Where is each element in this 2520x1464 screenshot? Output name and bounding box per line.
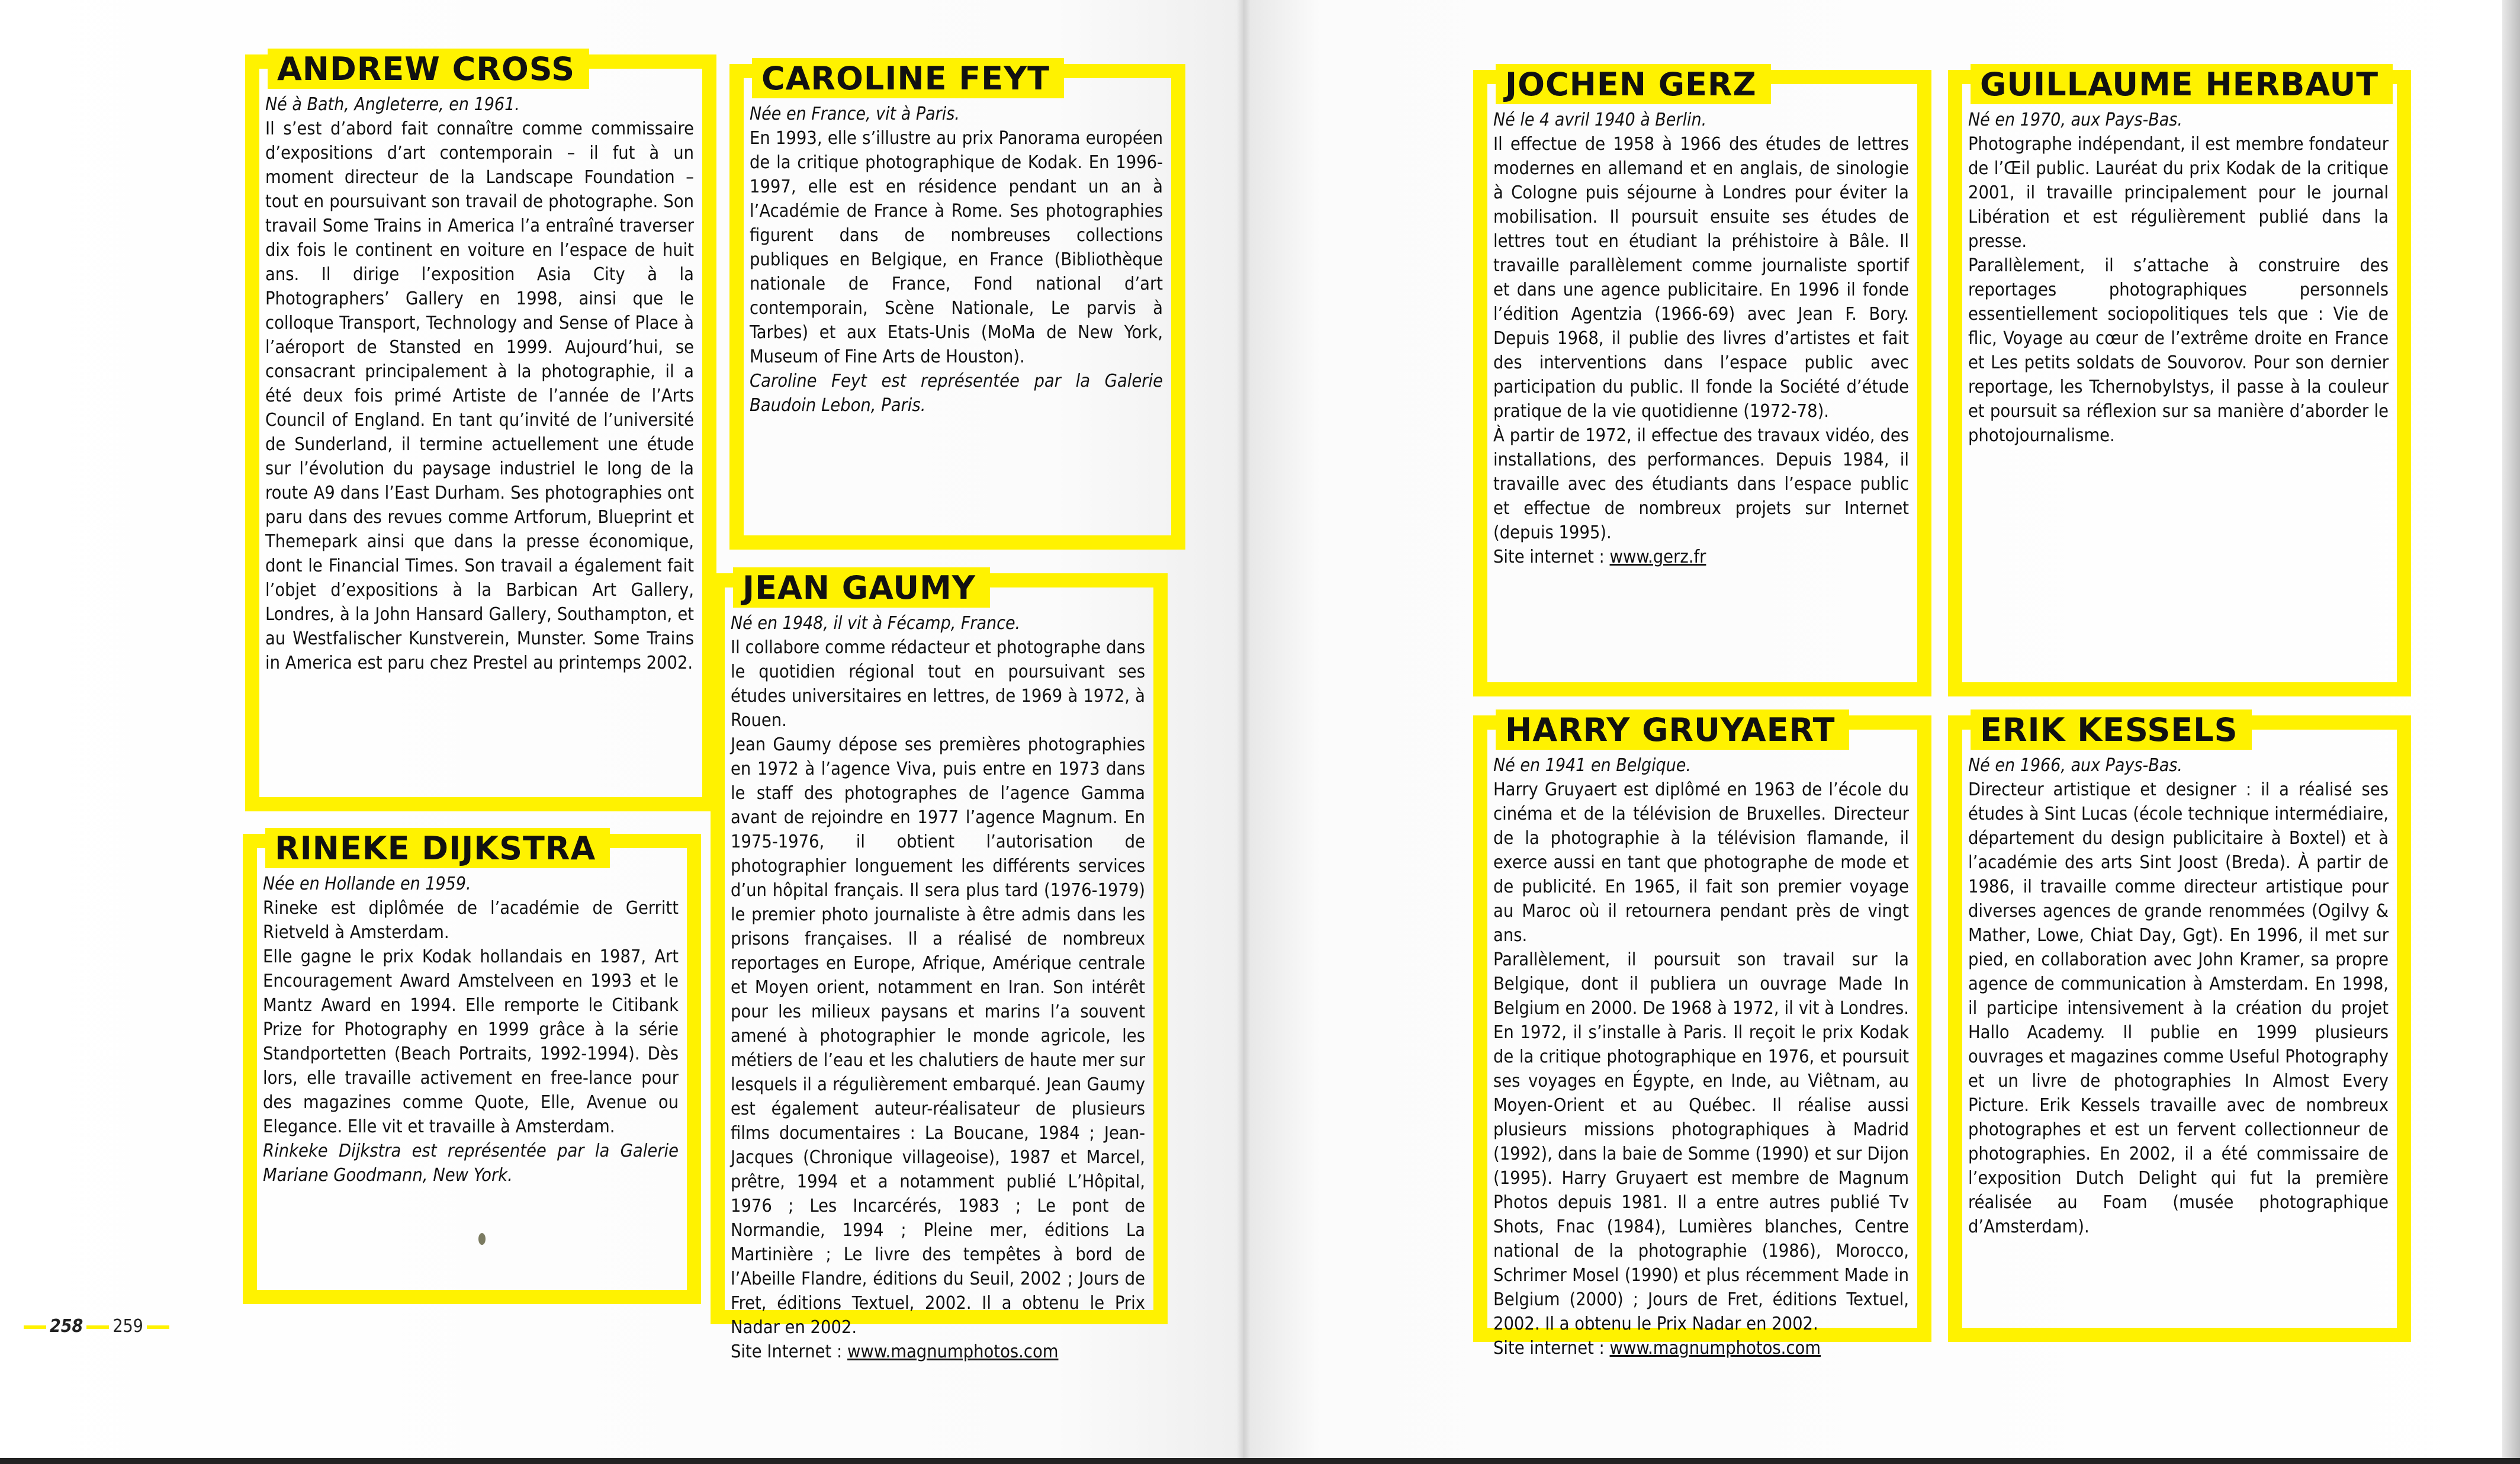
card-body xyxy=(750,102,1163,418)
bio-text: Elle gagne le prix Kodak hollandais en 1987, Art Encouragement Award Amstelveen en 1993 et le Mantz Award en 1994. Elle remporte le Citibank Prize for Photography en 1999 grâce à la série Standportetten (Beach Portraits, 1992-1994). Dès lors, elle travaille activement en free-lance pour des magazines comme Quote, Elle, Avenue ou Elegance. Elle vit et travaille à Amsterdam. xyxy=(263,946,679,1137)
card-body xyxy=(1968,108,2389,448)
card-title: RINEKE DIJKSTRA xyxy=(265,828,610,868)
bio-card-rineke-dijkstra xyxy=(243,830,701,1304)
card-title: HARRY GRUYAERT xyxy=(1496,709,1849,750)
bio-card-guillaume-herbaut xyxy=(1948,66,2411,696)
bio-site xyxy=(1493,1336,1909,1360)
bio-meta: Né à Bath, Angleterre, en 1961. xyxy=(265,94,520,115)
bio-text: En 1993, elle s’illustre au prix Panorama européen de la critique photographique de Kodak. En 1996-1997, elle est en résidence pendant un an à l’Académie de France à Rome. Ses photographies figurent dans de nombreuses collections publiques en Belgique, en France (Bibliothèque nationale de France, Fond national d’art contemporain, Scène Nationale, Le parvis à Tarbes) et aux Etats-Unis (MoMa de New York, Museum of Fine Arts de Houston). xyxy=(750,128,1163,367)
bio-note: Rinkeke Dijkstra est représentée par la Galerie Mariane Goodmann, New York. xyxy=(263,1141,679,1186)
bio-text: Parallèlement, il poursuit son travail sur la Belgique, dont il publiera un ouvrage Made In Belgium en 2000. De 1968 à 1972, il vit à Londres. En 1972, il s’installe à Paris. Il reçoit le prix Kodak de la critique photographique en 1976, et poursuit ses voyages en Égypte, en Inde, au Viêtnam, au Moyen-Orient et au Québec. Il réalise aussi plusieurs missions photographiques à Madrid (1992), dans la baie de Somme (1990) et sur Dijon (1995). Harry Gruyaert est membre de Magnum Photos depuis 1981. Il a entre autres publié Tv Shots, Fnac (1984), Lumières blanches, Centre national de la photographie (1986), Morocco, Schrimer Mosel (1990) et plus récemment Made in Belgium (2000) ; Jours de Fret, éditions Textuel, 2002. Il a obtenu le Prix Nadar en 2002. xyxy=(1493,949,1909,1334)
paper-stain xyxy=(478,1233,486,1245)
folio-dash xyxy=(86,1325,109,1329)
site-label: Site Internet : xyxy=(731,1341,847,1362)
card-title: CAROLINE FEYT xyxy=(752,58,1064,98)
card-title: ERIK KESSELS xyxy=(1971,709,2252,750)
card-body xyxy=(265,92,694,675)
card-title: JOCHEN GERZ xyxy=(1496,64,1771,104)
card-title: GUILLAUME HERBAUT xyxy=(1971,64,2393,104)
bio-note: Caroline Feyt est représentée par la Galerie Baudoin Lebon, Paris. xyxy=(750,371,1163,416)
site-label: Site internet : xyxy=(1493,1338,1610,1359)
page-edge xyxy=(2502,0,2520,1464)
bio-text: Directeur artistique et designer : il a réalisé ses études à Sint Lucas (école technique intermédiaire, département du design publicitaire à Boxtel) et à l’académie des arts Sint Joost (Breda). À partir de 1986, il travaille comme directeur artistique pour diverses agences de grande renommées (Ogilvy & Mather, Lowe, Chiat Day, Ggt). En 1996, il met sur pied, en collaboration avec John Kramer, sa propre agence de communication à Amsterdam. En 1998, il participe intensivement à la création du projet Hallo Academy. Il publie en 1999 plusieurs ouvrages et magazines comme Useful Photography et un livre de photographies In Almost Every Picture. Erik Kessels travaille avec de nombreux photographes et est un fervent collectionneur de photographies. En 2002, il a été commissaire de l’exposition Dutch Delight qui fut la première réalisée au Foam (musée photographique d’Amsterdam). xyxy=(1968,779,2389,1237)
card-title: ANDREW CROSS xyxy=(268,49,589,89)
card-body xyxy=(731,611,1145,1364)
bio-meta: Né en 1941 en Belgique. xyxy=(1493,755,1691,776)
bio-text: Il effectue de 1958 à 1966 des études de lettres modernes en allemand et en anglais, de sinologie à Cologne puis séjourne à Londres pour éviter la mobilisation. Il poursuit ensuite ses études de lettres tout en étudiant la préhistoire à Bâle. Il travaille parallèlement comme journaliste sportif et dans une agence publicitaire. En 1996 il fonde l’édition Agentzia (1966-69) avec Jean F. Bory. Depuis 1968, il publie des livres d’artistes et fait des interventions dans l’espace public avec participation du public. Il fonde la Société d’étude pratique de la vie quotidienne (1972-78). xyxy=(1493,134,1909,422)
bio-card-harry-gruyaert xyxy=(1473,711,1931,1359)
card-title: JEAN GAUMY xyxy=(733,567,990,608)
bio-text: Il collabore comme rédacteur et photographe dans le quotidien régional tout en poursuivant ses études universitaires en lettres, de 1969 à 1972, à Rouen. xyxy=(731,637,1145,731)
page-number-right: 259 xyxy=(112,1316,143,1337)
website-link[interactable]: www.magnumphotos.com xyxy=(847,1341,1059,1362)
bio-meta: Né en 1966, aux Pays-Bas. xyxy=(1968,755,2182,776)
website-link[interactable]: www.gerz.fr xyxy=(1609,547,1706,567)
bio-text: Rineke est diplômée de l’académie de Gerritt Rietveld à Amsterdam. xyxy=(263,898,679,943)
bio-meta: Né en 1948, il vit à Fécamp, France. xyxy=(731,613,1021,634)
bio-meta: Né le 4 avril 1940 à Berlin. xyxy=(1493,110,1707,130)
website-link[interactable]: www.magnumphotos.com xyxy=(1609,1338,1821,1359)
folio-dash xyxy=(147,1325,169,1329)
bio-text: Parallèlement, il s’attache à construire des reportages photographiques personnels essentiellement sociopolitiques tels que : Vie de flic, Voyage au cœur de l’extrême droite en France et Les petits soldats de Souvorov. Pour son dernier reportage, les Tchernobylstys, il passe à la couleur et poursuit sa réflexion sur sa manière d’aborder le photojournalisme. xyxy=(1968,255,2389,446)
bio-card-jean-gaumy xyxy=(711,569,1168,1362)
site-label: Site internet : xyxy=(1493,547,1610,567)
scan-border xyxy=(0,1458,2520,1464)
bio-card-caroline-feyt xyxy=(729,60,1185,550)
bio-site xyxy=(1493,545,1909,569)
page-numbers xyxy=(20,1316,173,1337)
card-body xyxy=(263,872,679,1187)
card-body xyxy=(1493,108,1909,569)
bio-card-andrew-cross xyxy=(245,50,716,811)
bio-text: Il s’est d’abord fait connaître comme commissaire d’expositions d’art contemporain – il fut à un moment directeur de la Landscape Foundation – tout en poursuivant son travail de photographe. Son travail Some Trains in America l’a entraîné traverser dix fois le continent en voiture en l’espace de huit ans. Il dirige l’exposition Asia City à la Photographers’ Gallery en 1998, ainsi que le colloque Transport, Technology and Sense of Place à l’aéroport de Stansted en 1999. Aujourd’hui, se consacrant principalement à la photographie, il a été deux fois primé Artiste de l’année de l’Arts Council of England. En tant qu’invité de l’université de Sunderland, il termine actuellement une étude sur l’évolution du paysage industriel le long de la route A9 dans l’East Durham. Ses photographies ont paru dans des revues comme Artforum, Blueprint et Themepark ainsi que dans la presse économique, dont le Financial Times. Son travail a également fait l’objet d’expositions à la Barbican Art Gallery, Londres, à la John Hansard Gallery, Southampton, et au Westfalischer Kunstverein, Munster. Some Trains in America est paru chez Prestel au printemps 2002. xyxy=(265,118,694,673)
bio-text: Harry Gruyaert est diplômé en 1963 de l’école du cinéma et de la télévision de Bruxelles. Directeur de la photographie à la télévision flamande, il exerce aussi en tant que photographe de mode et de publicité. En 1965, il fait son premier voyage au Maroc où il retournera pendant près de vingt ans. xyxy=(1493,779,1909,946)
card-body xyxy=(1493,753,1909,1360)
bio-text: Jean Gaumy dépose ses premières photographies en 1972 à l’agence Viva, puis entre en 1973 dans le staff des photographes de l’agence Gamma avant de rejoindre en 1977 l’agence Magnum. En 1975-1976, il obtient l’autorisation de photographier longuement les différents services d’un hôpital français. Il sera plus tard (1976-1979) le premier photo journaliste à être admis dans les prisons françaises. Il a réalisé de nombreux reportages en Europe, Afrique, Amérique centrale et Moyen orient, notamment en Iran. Son intérêt pour les milieux paysans et marins l’a souvent amené à photographier le monde agricole, les métiers de l’eau et les chalutiers de haute mer sur lesquels il a régulièrement embarqué. Jean Gaumy est également auteur-réalisateur de plusieurs films documentaires : La Boucane, 1984 ; Jean-Jacques (Chronique villageoise), 1987 et Marcel, prêtre, 1994 et a notamment publié L’Hôpital, 1976 ; Les Incarcérés, 1983 ; Le pont de Normandie, 1994 ; Pleine mer, éditions La Martinière ; Le livre des tempêtes à bord de l’Abeille Flandre, éditions du Seuil, 2002 ; Jours de Fret, éditions Textuel, 2002. Il a obtenu le Prix Nadar en 2002. xyxy=(731,734,1145,1338)
bio-meta: Né en 1970, aux Pays-Bas. xyxy=(1968,110,2182,130)
bio-site xyxy=(731,1340,1145,1364)
book-gutter xyxy=(1236,0,1251,1464)
bio-meta: Née en Hollande en 1959. xyxy=(263,874,471,894)
bio-text: À partir de 1972, il effectue des travaux vidéo, des installations, des performances. Depuis 1984, il travaille avec des étudiants dans l’espace public et effectue de nombreux projets sur Internet (depuis 1995). xyxy=(1493,425,1909,543)
page-number-left: 258 xyxy=(50,1316,83,1337)
bio-meta: Née en France, vit à Paris. xyxy=(750,104,960,124)
card-body xyxy=(1968,753,2389,1239)
bio-card-erik-kessels xyxy=(1948,711,2411,1342)
bio-text: Photographe indépendant, il est membre fondateur de l’Œil public. Lauréat du prix Kodak de la critique 2001, il travaille principalement pour le journal Libération et est régulièrement publié dans la presse. xyxy=(1968,134,2389,252)
bio-card-jochen-gerz xyxy=(1473,66,1931,696)
folio-dash xyxy=(24,1325,46,1329)
